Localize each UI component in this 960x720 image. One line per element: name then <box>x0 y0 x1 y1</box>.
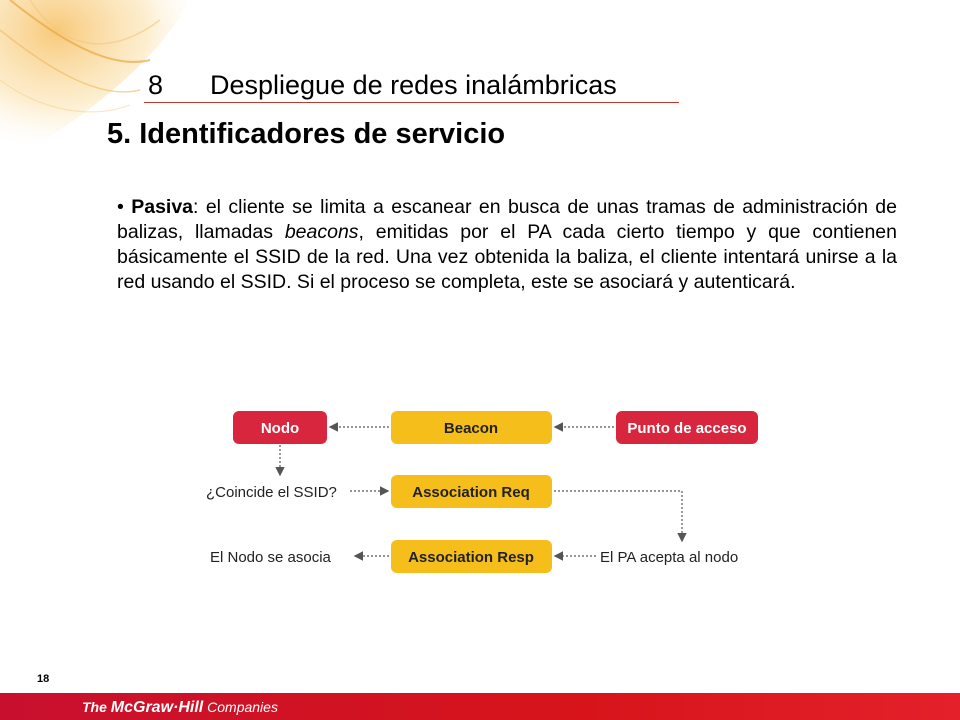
term-beacons: beacons <box>284 221 359 243</box>
chapter-number: 8 <box>148 70 164 100</box>
association-resp-label: Association Resp <box>408 549 534 566</box>
beacon-label: Beacon <box>443 420 499 437</box>
ssid-diagram <box>200 400 770 585</box>
logo-companies: Companies <box>207 699 278 715</box>
bullet: • <box>117 196 124 218</box>
punto-acceso-label: Punto de acceso <box>627 420 747 437</box>
body-text-part2: , emitidas por el PA cada cierto tiempo y que contienen básicamente el SSID de la red. Una vez obtenida la baliza, el cliente intentará unirse a la red usando el SSID. Si el proceso se completa, este se asociará y autenticará. <box>117 221 897 293</box>
page-number: 18 <box>37 673 50 685</box>
nodo-asocia-label: El Nodo se asocia <box>210 549 331 566</box>
pa-acepta-label: El PA acepta al nodo <box>600 549 739 566</box>
logo-brand: McGraw·Hill <box>110 699 204 716</box>
coincide-label: ¿Coincide el SSID? <box>206 484 337 501</box>
chapter-title: Despliegue de redes inalámbricas <box>210 70 617 100</box>
section-title: 5. Identificadores de servicio <box>107 118 506 150</box>
arrow-req-to-pa <box>554 491 682 540</box>
body-paragraph <box>117 195 897 295</box>
body-text-part1: : el cliente se limita a escanear en busca de unas tramas de administración de balizas, llamadas <box>117 196 897 243</box>
term-pasiva: Pasiva <box>131 196 194 218</box>
publisher-logo <box>82 699 278 717</box>
association-req-label: Association Req <box>412 484 530 501</box>
logo-the: The <box>82 699 107 715</box>
title-divider <box>144 102 679 103</box>
nodo-label: Nodo <box>260 420 300 437</box>
